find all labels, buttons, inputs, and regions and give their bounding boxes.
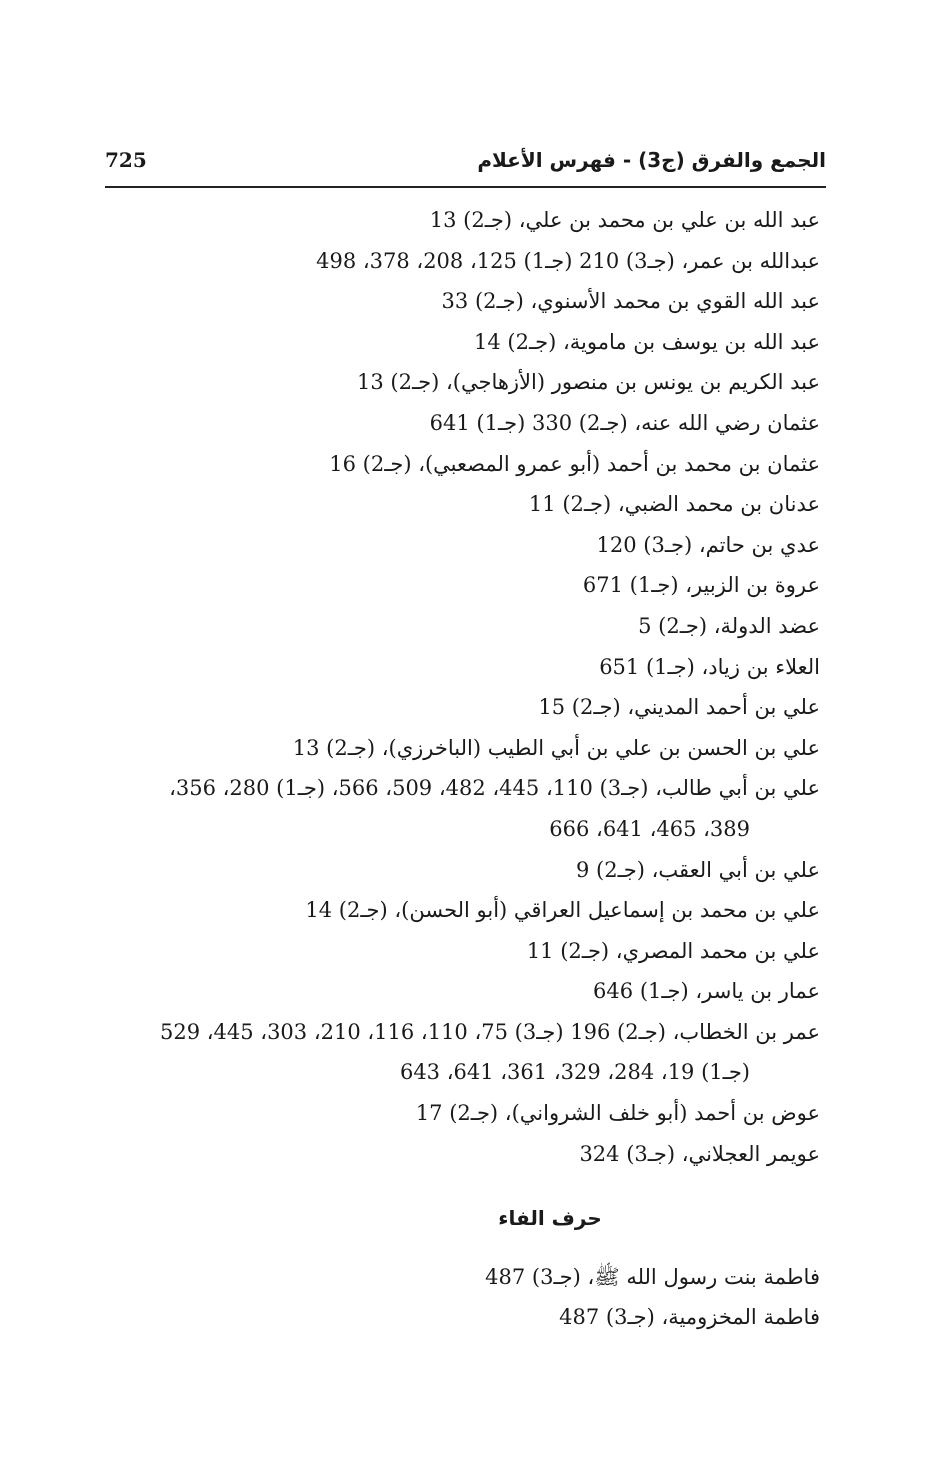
index-entry: علي بن محمد بن إسماعيل العراقي (أبو الحسن)، (جـ2) 14 [305,898,820,923]
index-entry: عروة بن الزبير، (جـ1) 671 [582,573,820,598]
index-entry-continuation: (جـ1) 19، 284، 329، 361، 641، 643 [399,1060,750,1085]
index-entry: عبد الكريم بن يونس بن منصور (الأزهاجي)، (جـ2) 13 [357,370,820,395]
index-entry: عبدالله بن عمر، (جـ3) 210 (جـ1) 125، 208، 378، 498 [316,248,820,273]
page-number: 725 [105,148,147,172]
index-entry: علي بن محمد المصري، (جـ2) 11 [526,938,820,963]
header-rule [105,186,826,188]
index-entry: عدي بن حاتم، (جـ3) 120 [596,532,820,557]
header-title: الجمع والفرق (ج3) - فهرس الأعلام [477,148,826,172]
section-heading-fa: حرف الفاء [498,1206,602,1231]
index-entries [100,200,820,1338]
index-entry: عبد الله بن علي بن محمد بن علي، (جـ2) 13 [429,208,820,232]
index-entry: علي بن الحسن بن علي بن أبي الطيب (الباخرزي)، (جـ2) 13 [292,735,820,760]
index-entry: عويمر العجلاني، (جـ3) 324 [579,1141,820,1166]
index-entry: عوض بن أحمد (أبو خلف الشرواني)، (جـ2) 17 [415,1101,820,1126]
index-entry: علي بن أبي العقب، (جـ2) 9 [575,857,820,882]
running-header [105,140,826,180]
index-entry: عثمان بن محمد بن أحمد (أبو عمرو المصعبي)، (جـ2) 16 [329,451,820,476]
index-entry: عبد الله القوي بن محمد الأسنوي، (جـ2) 33 [441,289,820,314]
index-entry: عبد الله بن يوسف بن ماموية، (جـ2) 14 [473,329,820,354]
index-entry: عدنان بن محمد الضبي، (جـ2) 11 [528,492,820,517]
index-entry: فاطمة المخزومية، (جـ3) 487 [559,1305,820,1330]
index-entry-umar: عمر بن الخطاب، (جـ2) 196 (جـ3) 75، 110، 116، 210، 303، 445، 529 [159,1019,820,1044]
index-entry: العلاء بن زياد، (جـ1) 651 [599,654,820,679]
index-entry-continuation: 389، 465، 641، 666 [549,816,750,841]
index-entry: عثمان رضي الله عنه، (جـ2) 330 (جـ1) 641 [429,410,820,435]
index-entry: علي بن أحمد المديني، (جـ2) 15 [538,695,820,720]
index-entry: فاطمة بنت رسول الله ﷺ، (جـ3) 487 [485,1264,820,1289]
index-entry-ali-abi-talib: علي بن أبي طالب، (جـ3) 110، 445، 482، 509، 566، (جـ1) 280، 356، [169,776,820,801]
index-entry: عمار بن ياسر، (جـ1) 646 [593,979,820,1004]
index-entry: عضد الدولة، (جـ2) 5 [638,613,820,638]
